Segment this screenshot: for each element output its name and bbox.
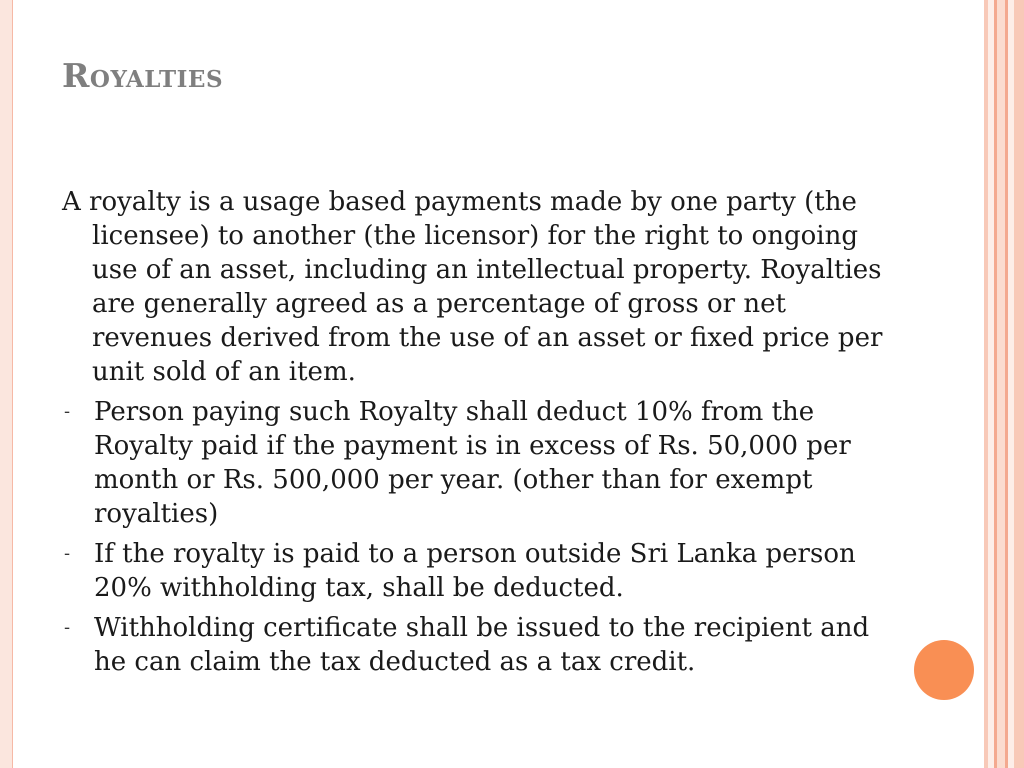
bullet-dash: - (64, 543, 71, 564)
border-stripe (997, 0, 1005, 768)
bullet-dash: - (64, 401, 71, 422)
bullet-text: If the royalty is paid to a person outside Sri Lanka person 20% withholding tax, shall be deducted. (94, 539, 856, 603)
intro-paragraph: A royalty is a usage based payments made by one party (the licensee) to another (the licensor) for the right to ongoing use of an asset, including an intellectual property. Royalties are generally agreed as a percentage of gross or net revenues derived from the use of an asset or fixed price per unit sold of an item. (62, 187, 883, 387)
bullet-item (62, 537, 892, 605)
bullet-dash: - (64, 617, 71, 638)
bullet-item (62, 611, 892, 679)
border-stripe (1014, 0, 1024, 768)
accent-circle-decoration (914, 640, 974, 700)
slide-title: Royalties (62, 56, 224, 95)
bullet-text: Person paying such Royalty shall deduct 10% from the Royalty paid if the payment is in excess of Rs. 50,000 per month or Rs. 500,000 per year. (other than for exempt royalties) (94, 397, 851, 529)
bullet-item (62, 395, 892, 531)
left-border-decoration (0, 0, 13, 768)
right-border-decoration (984, 0, 1024, 768)
slide-body (62, 185, 892, 679)
bullet-text: Withholding certificate shall be issued to the recipient and he can claim the tax deducted as a tax credit. (94, 613, 870, 677)
